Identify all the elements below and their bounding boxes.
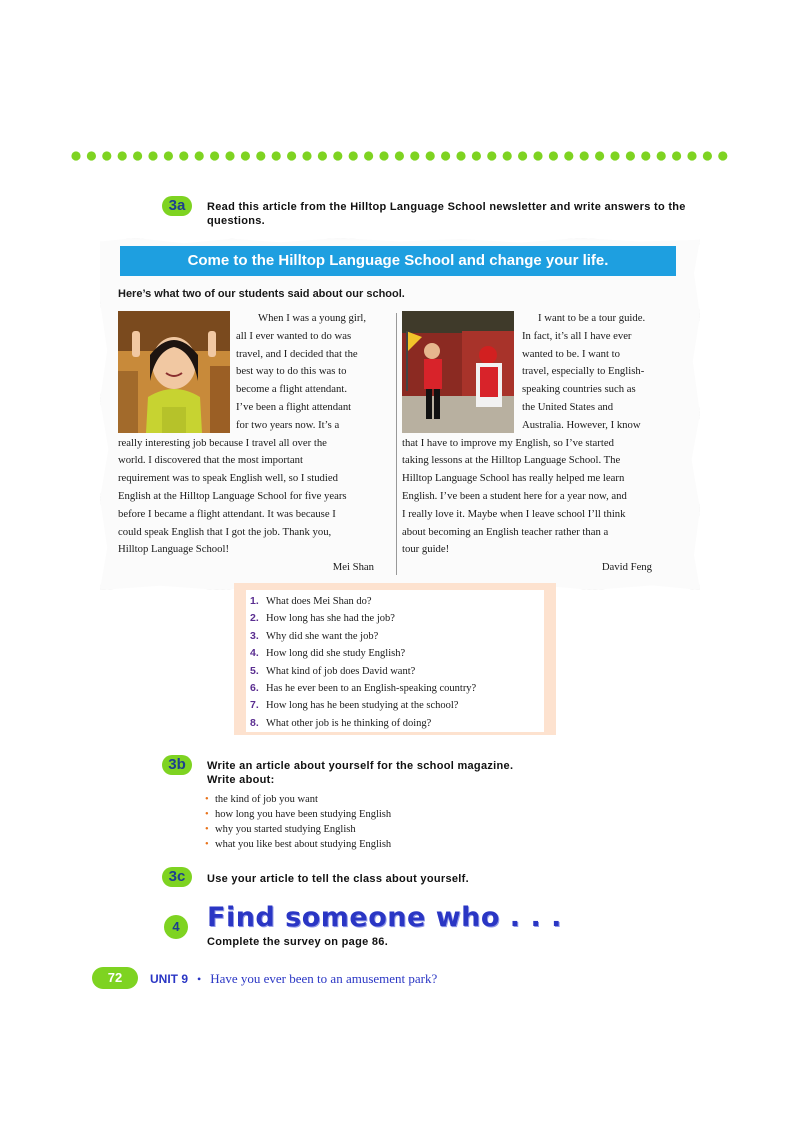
questions-list (250, 593, 476, 732)
article-mei-shan-line: really interesting job because I travel all over the (118, 436, 327, 449)
article-david-feng-line: I really love it. Maybe when I leave school I’ll think (402, 507, 626, 520)
question-number: 6. (250, 682, 259, 695)
article-mei-shan-line: Hilltop Language School! (118, 543, 230, 556)
bullet-dot-icon: • (205, 824, 209, 835)
question-text: How long has she had the job? (266, 613, 395, 625)
article-david-feng-line: I want to be a tour guide. (538, 312, 646, 324)
article-mei-shan-line: become a flight attendant. (236, 383, 347, 396)
bullet-dot-icon: • (205, 794, 209, 805)
question-number: 2. (250, 612, 259, 625)
article-mei-shan (118, 310, 394, 577)
bullet-item (205, 837, 391, 852)
author-david-feng: David Feng (601, 561, 652, 574)
bullet-item (205, 822, 391, 837)
article-david-feng-line: In fact, it’s all I have ever (522, 329, 632, 342)
question-number: 7. (250, 699, 259, 712)
section-4-instruction: Complete the survey on page 86. (207, 936, 389, 948)
article-david-feng-line: speaking countries such as (522, 383, 636, 396)
newsletter-banner: Come to the Hilltop Language School and change your life. (120, 246, 676, 276)
article-david-feng-line: Australia. However, I know (522, 418, 641, 431)
section-3b-instruction-line1: Write an article about yourself for the school magazine. (207, 760, 514, 772)
article-david-feng-line: the United States and (522, 400, 614, 413)
section-3b-instruction-line2: Write about: (207, 774, 275, 786)
section-3a-instruction: Read this article from the Hilltop Language School newsletter and write answers to the questions. (207, 201, 686, 227)
article-david-feng-line: travel, especially to English- (522, 365, 645, 378)
question-item (250, 697, 476, 714)
article-david-feng-line: about becoming an English teacher rather than a (402, 525, 609, 538)
section-3c-instruction: Use your article to tell the class about yourself. (207, 873, 469, 885)
article-david-feng-line: that I have to improve my English, so I’ve started (402, 436, 614, 449)
article-david-feng (402, 310, 668, 577)
question-text: What does Mei Shan do? (266, 596, 372, 607)
question-text: How long did she study English? (266, 648, 406, 660)
question-item (250, 593, 476, 610)
bullet-item (205, 792, 391, 807)
question-text: What other job is he thinking of doing? (266, 717, 432, 729)
section-3c-badge: 3c (162, 867, 192, 887)
section-3b-badge: 3b (162, 755, 192, 775)
bullet-text: why you started studying English (215, 824, 356, 835)
question-item (250, 715, 476, 732)
bullet-dot-icon: • (205, 839, 209, 850)
article-david-feng-line: wanted to be. I want to (522, 347, 620, 360)
article-david-feng-line: tour guide! (402, 543, 450, 556)
article-divider (396, 313, 397, 575)
question-text: What kind of job does David want? (266, 665, 416, 677)
newsletter-intro: Here’s what two of our students said about our school. (118, 288, 405, 300)
question-item (250, 663, 476, 680)
article-mei-shan-line: for two years now. It’s a (236, 418, 340, 431)
page-number: 72 (92, 967, 138, 989)
section-4-title: Find someone who . . . (207, 902, 562, 933)
article-mei-shan-line: could speak English that I got the job. Thank you, (118, 525, 332, 538)
question-text: Has he ever been to an English-speaking country? (266, 683, 477, 695)
unit-label: UNIT 9 (150, 972, 189, 986)
bullet-item (205, 807, 391, 822)
question-number: 3. (250, 629, 259, 642)
article-mei-shan-line: world. I discovered that the most important (118, 454, 303, 467)
article-mei-shan-line: all I ever wanted to do was (236, 329, 352, 342)
section-3a-badge: 3a (162, 196, 192, 216)
section-4-badge: 4 (164, 915, 188, 939)
article-mei-shan-line: travel, and I decided that the (236, 347, 358, 360)
question-text: Why did she want the job? (266, 630, 379, 642)
article-david-feng-line: Hilltop Language School has really helped me learn (402, 472, 625, 485)
article-mei-shan-line: best way to do this was to (236, 365, 347, 378)
question-item (250, 680, 476, 697)
footer-unit (150, 970, 437, 988)
article-mei-shan-line: I’ve been a flight attendant (236, 400, 352, 413)
article-david-feng-line: English. I’ve been a student here for a year now, and (402, 489, 627, 502)
bullet-dot-icon: • (205, 809, 209, 820)
author-mei-shan: Mei Shan (332, 561, 374, 574)
article-mei-shan-line: before I became a flight attendant. It was because I (118, 507, 336, 520)
question-number: 8. (250, 716, 259, 729)
question-number: 4. (250, 647, 259, 660)
unit-separator: • (197, 972, 202, 986)
section-3b-instruction (207, 759, 513, 787)
article-david-feng-line: taking lessons at the Hilltop Language School. The (402, 454, 621, 467)
article-mei-shan-line: requirement was to speak English well, so I studied (118, 472, 338, 485)
bullet-text: what you like best about studying English (215, 839, 392, 850)
section-3b-bullets (205, 792, 391, 852)
bullet-text: the kind of job you want (215, 794, 318, 805)
question-number: 1. (250, 595, 259, 607)
question-text: How long has he been studying at the school? (266, 700, 459, 712)
question-number: 5. (250, 664, 259, 677)
bullet-text: how long you have been studying English (215, 809, 392, 820)
article-mei-shan-line: English at the Hilltop Language School for five years (118, 489, 347, 502)
question-item (250, 628, 476, 645)
question-item (250, 645, 476, 662)
article-mei-shan-line: When I was a young girl, (258, 312, 367, 324)
unit-title: Have you ever been to an amusement park? (210, 971, 438, 986)
question-item (250, 610, 476, 627)
dotted-divider (70, 149, 730, 163)
